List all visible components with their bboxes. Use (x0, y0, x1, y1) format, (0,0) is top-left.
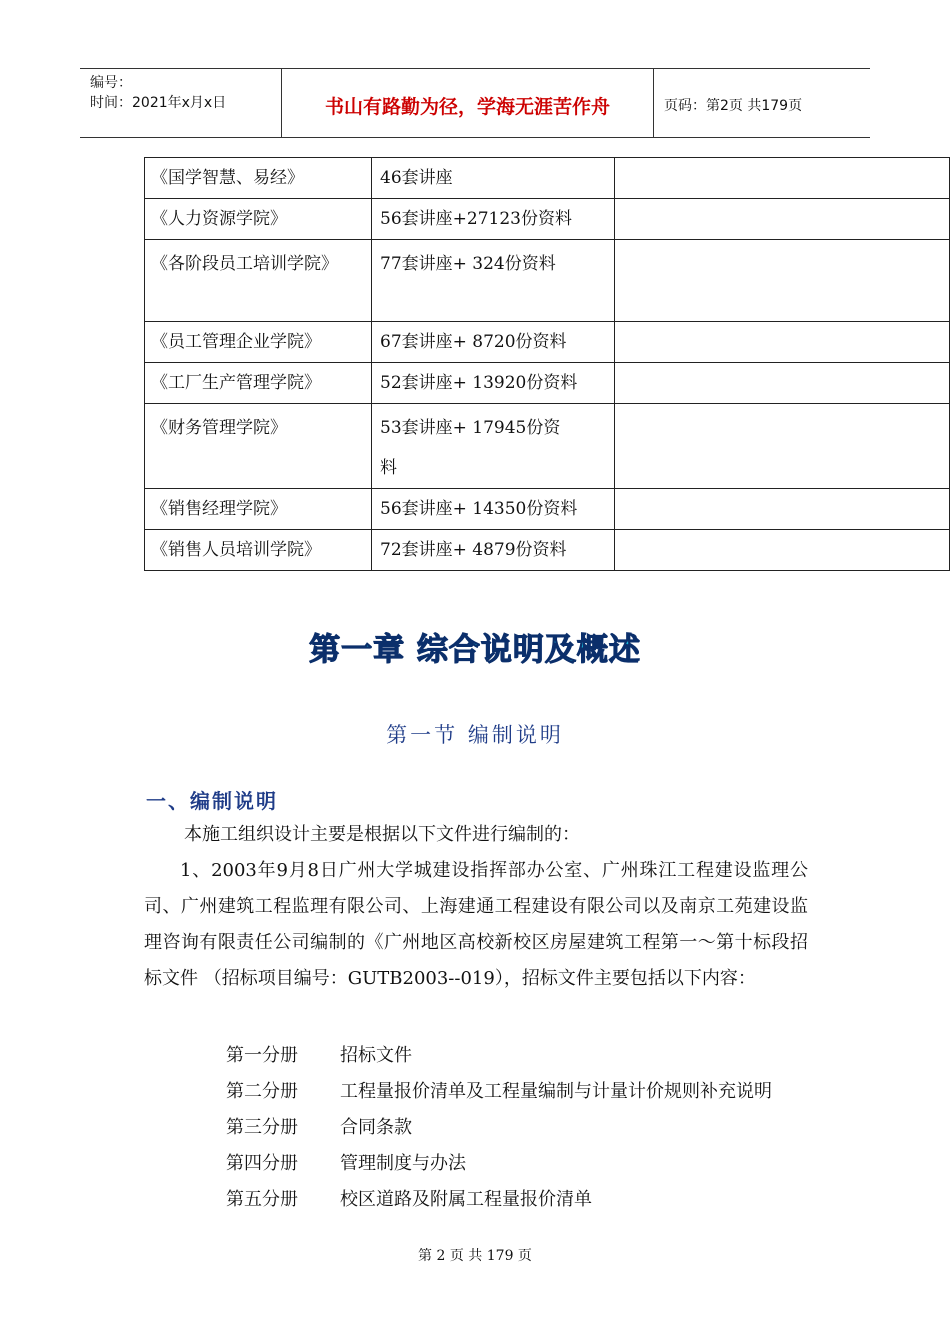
volume-title: 管理制度与办法 (340, 1153, 466, 1174)
table-row (145, 530, 950, 571)
table-row (145, 489, 950, 530)
header-time: 时间：2021年x月x日 (90, 95, 227, 111)
volume-title: 校区道路及附属工程量报价清单 (340, 1189, 592, 1210)
table-row (145, 240, 950, 322)
list-item (226, 1146, 772, 1182)
list-item (226, 1038, 772, 1074)
table-cell-content: 72套讲座+ 4879份资料 (372, 530, 615, 571)
list-item (226, 1074, 772, 1110)
volume-title: 招标文件 (340, 1045, 412, 1066)
table-row (145, 363, 950, 404)
page-header (80, 68, 870, 138)
table-row (145, 322, 950, 363)
table-cell-name: 《国学智慧、易经》 (145, 158, 372, 199)
item1-paragraph: 1、2003年9月8日广州大学城建设指挥部办公室、广州珠江工程建设监理公司、广州建筑工程监理有限公司、上海建通工程建设有限公司以及南京工苑建设监理咨询有限责任公司编制的《广州地区高校新校区房屋建筑工程第一～第十标段招标文件 （招标项目编号：GUTB2003--019），招标文件主要包括以下内容： (144, 860, 808, 989)
chapter-title: 第一章 综合说明及概述 (309, 632, 641, 668)
table-cell-extra (615, 240, 950, 322)
table-cell-extra (615, 489, 950, 530)
table-cell-name: 《人力资源学院》 (145, 199, 372, 240)
volume-number: 第二分册 (226, 1081, 298, 1102)
table-cell-extra (615, 322, 950, 363)
volume-title: 工程量报价清单及工程量编制与计量计价规则补充说明 (340, 1081, 772, 1102)
table-cell-content: 67套讲座+ 8720份资料 (372, 322, 615, 363)
table-cell-content: 53套讲座+ 17945份资料 (372, 404, 615, 489)
table-cell-content: 56套讲座+ 14350份资料 (372, 489, 615, 530)
volume-number: 第一分册 (226, 1045, 298, 1066)
table-row (145, 404, 950, 489)
volume-list (226, 1038, 772, 1218)
volume-number: 第五分册 (226, 1189, 298, 1210)
table-cell-name: 《员工管理企业学院》 (145, 322, 372, 363)
table-cell-content: 77套讲座+ 324份资料 (372, 240, 615, 322)
header-number: 编号： (90, 75, 132, 91)
table-cell-extra (615, 199, 950, 240)
table-cell-extra (615, 363, 950, 404)
table-cell-extra (615, 404, 950, 489)
table-cell-name: 《各阶段员工培训学院》 (145, 240, 372, 322)
section-title: 第一节 编制说明 (386, 723, 564, 747)
volume-number: 第四分册 (226, 1153, 298, 1174)
table-cell-extra (615, 530, 950, 571)
subsection-title: 一、编制说明 (146, 789, 278, 813)
table-cell-name: 《销售人员培训学院》 (145, 530, 372, 571)
table-cell-content: 52套讲座+ 13920份资料 (372, 363, 615, 404)
table-cell-content: 46套讲座 (372, 158, 615, 199)
table-row (145, 158, 950, 199)
header-motto: 书山有路勤为径，学海无涯苦作舟 (282, 69, 654, 137)
intro-paragraph: 本施工组织设计主要是根据以下文件进行编制的： (184, 824, 580, 845)
page-footer: 第 2 页 共 179 页 (418, 1248, 532, 1264)
catalog-table (144, 157, 950, 571)
list-item (226, 1110, 772, 1146)
table-cell-name: 《销售经理学院》 (145, 489, 372, 530)
table-cell-name: 《工厂生产管理学院》 (145, 363, 372, 404)
list-item (226, 1182, 772, 1218)
table-cell-content: 56套讲座+27123份资料 (372, 199, 615, 240)
table-row (145, 199, 950, 240)
table-cell-extra (615, 158, 950, 199)
volume-title: 合同条款 (340, 1117, 412, 1138)
volume-number: 第三分册 (226, 1117, 298, 1138)
header-page-info: 页码：第2页 共179页 (664, 98, 803, 114)
table-cell-name: 《财务管理学院》 (145, 404, 372, 489)
header-meta (80, 69, 282, 137)
